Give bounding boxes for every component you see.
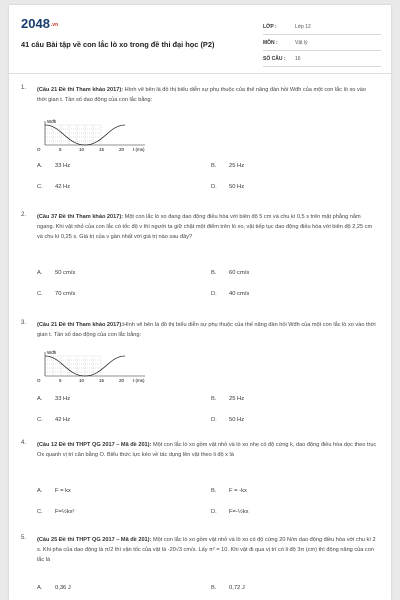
option-d[interactable]: D. 50 Hz <box>211 417 245 423</box>
question-source: (Câu 21 Đề thi Tham khảo 2017): <box>37 87 124 93</box>
meta-class-label: LỚP : <box>263 24 277 30</box>
meta-class-row <box>263 19 381 35</box>
option-b[interactable]: B. 60 cm/s <box>211 270 250 276</box>
option-b[interactable]: B. 25 Hz <box>211 396 245 402</box>
graph-origin: O <box>37 378 41 383</box>
energy-time-graph <box>37 119 167 153</box>
meta-count-value: 16 <box>295 56 301 62</box>
option-d[interactable]: D. 50 Hz <box>211 184 245 190</box>
option-c[interactable]: C. F=½kx² <box>37 509 75 515</box>
document-page <box>9 5 391 600</box>
option-b[interactable]: B. 25 Hz <box>211 163 245 169</box>
option-a[interactable]: A. 0,36 J <box>37 585 71 591</box>
graph-tick: 5 <box>59 378 62 383</box>
option-c[interactable]: C. 70 cm/s <box>37 291 76 297</box>
meta-class-value: Lớp 12 <box>295 24 311 30</box>
question-number: 1. <box>21 85 27 91</box>
question-text: (Câu 21 Đề thi Tham khảo 2017): Hình vẽ bên là đồ thị biểu diễn sự phụ thuộc của thế năng đàn hồi Wđh của một con lắc lò xo vào thời gian t. Tần số dao động của con lắc bằng: <box>37 87 366 103</box>
option-a[interactable]: A. F = kx <box>37 488 71 494</box>
option-b[interactable]: B. F = -kx <box>211 488 247 494</box>
graph-origin: O <box>37 147 41 152</box>
question-text: (Câu 12 Đề thi THPT QG 2017 – Mã đề 201): Một con lắc lò xo gồm vật nhỏ và lò xo nhẹ có độ cứng k, dao động điều hòa dọc theo trục Ox quanh vị trí cân bằng O. Biểu thức lực kéo về tác dụng lên vật theo li độ x là <box>37 442 377 458</box>
graph-t-label: t (ms) <box>133 147 145 152</box>
meta-subject-value: Vật lý <box>295 40 308 46</box>
question-source: (Câu 12 Đề thi THPT QG 2017 – Mã đề 201): <box>37 442 152 448</box>
option-a[interactable]: A. 50 cm/s <box>37 270 76 276</box>
question-graph <box>37 119 167 158</box>
graph-tick: 15 <box>99 147 105 152</box>
option-c[interactable]: C. 42 Hz <box>37 417 71 423</box>
question-number: 2. <box>21 212 27 218</box>
option-a[interactable]: A. 33 Hz <box>37 163 71 169</box>
graph-tick: 20 <box>119 147 125 152</box>
graph-tick: 10 <box>79 378 85 383</box>
question-text: (Câu 25 Đề thi THPT QG 2017 – Mã đề 201): Một con lắc lò xo gồm vật nhỏ và lò xo có độ cứng 20 N/m dao động điều hòa với chu kì 2 s. Khi pha của dao động là π/2 thì vận tốc của vật là -20√3 cm/s. Lấy π² = 10. Khi vật đi qua vị trí có li độ 3π (cm) thì động năng của con lắc là <box>37 537 376 563</box>
graph-tick: 20 <box>119 378 125 383</box>
header-divider <box>9 73 391 74</box>
question-number: 5. <box>21 535 27 541</box>
question-source: (Câu 25 Đề thi THPT QG 2017 – Mã đề 201): <box>37 537 152 543</box>
meta-count-row <box>263 51 381 67</box>
graph-tick: 10 <box>79 147 85 152</box>
graph-y-label: Wđh <box>47 119 57 124</box>
option-b[interactable]: B. 0,72 J <box>211 585 245 591</box>
question-text: (Câu 21 Đề thi Tham khảo 2017):Hình vẽ bên là đồ thị biểu diễn sự phụ thuộc của thế năng đàn hồi Wđh của một con lắc lò xo vào thời gian t. Tần số dao động của con lắc bằng: <box>37 322 376 338</box>
meta-count-label: SỐ CÂU : <box>263 56 286 62</box>
document-title: 41 câu Bài tập về con lắc lò xo trong đề thi đại học (P2) <box>21 40 215 49</box>
question-source: (Câu 21 Đề thi Tham khảo 2017): <box>37 322 124 328</box>
energy-time-graph <box>37 350 167 384</box>
option-d[interactable]: D. 40 cm/s <box>211 291 250 297</box>
site-logo[interactable]: 2048.vn <box>21 16 59 31</box>
option-a[interactable]: A. 33 Hz <box>37 396 71 402</box>
graph-tick: 15 <box>99 378 105 383</box>
question-graph <box>37 350 167 389</box>
option-c[interactable]: C. 42 Hz <box>37 184 71 190</box>
meta-subject-row <box>263 35 381 51</box>
meta-subject-label: MÔN : <box>263 40 278 46</box>
document-header <box>21 11 381 67</box>
question-source: (Câu 37 Đề thi Tham khảo 2017): <box>37 214 124 220</box>
question-number: 4. <box>21 440 27 446</box>
option-d[interactable]: D. F=-½kx <box>211 509 249 515</box>
question-number: 3. <box>21 320 27 326</box>
question-text: (Câu 37 Đề thi Tham khảo 2017): Một con lắc lò xo đang dao động điều hòa với biên độ 5 cm và chu kì 0,5 s trên mặt phẳng nằm ngang. Khi vật nhỏ của con lắc có tốc độ v thì người ta giữ chặt một điểm trên lò xo, vật tiếp tục dao động điều hòa với biên độ 2,25 cm và chu kì 0,25 s. Giá trị của v gần nhất với giá trị nào sau đây? <box>37 214 373 240</box>
graph-tick: 5 <box>59 147 62 152</box>
document-meta <box>263 19 381 67</box>
graph-t-label: t (ms) <box>133 378 145 383</box>
graph-y-label: Wđh <box>47 350 57 355</box>
